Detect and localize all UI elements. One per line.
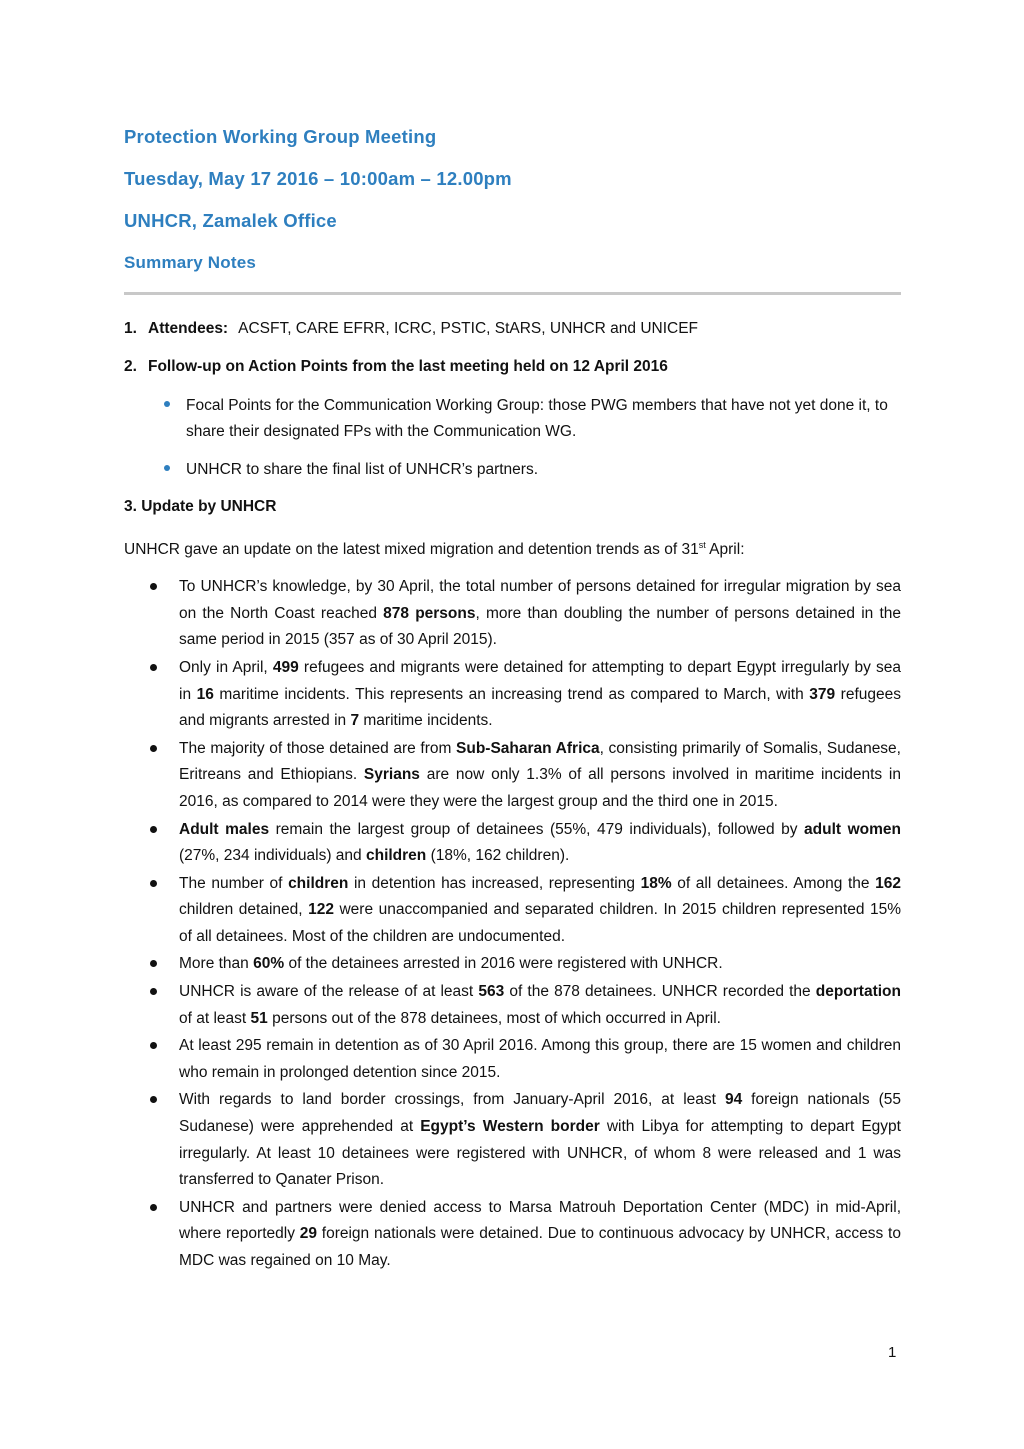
attendees-item bbox=[124, 317, 901, 341]
attendees-label: Attendees: bbox=[148, 320, 229, 337]
bullet-text: To UNHCR’s knowledge, by 30 April, the total number of persons detained for irregular migration by sea on the North Coast reached bbox=[179, 578, 901, 622]
bullet-bold-text: 16 bbox=[196, 685, 214, 703]
update-bullet bbox=[148, 574, 901, 654]
bullet-text: foreign nationals (55 Sudanese) were apprehended at bbox=[179, 1091, 901, 1136]
bullet-bold-text: Syrians bbox=[363, 766, 420, 784]
bullet-icon bbox=[164, 465, 170, 471]
bullet-icon bbox=[150, 826, 157, 833]
bullet-text: of the 878 detainees. UNHCR recorded the bbox=[504, 983, 816, 1001]
update-bullet bbox=[148, 979, 901, 1032]
bullet-icon bbox=[150, 960, 157, 967]
bullet-text: remain the largest group of detainees (55%, 479 individuals), followed by bbox=[269, 820, 805, 838]
update-bullet bbox=[148, 1195, 901, 1275]
item-number: 2. bbox=[124, 358, 137, 375]
bullet-bold-text: 379 bbox=[809, 685, 836, 703]
horizontal-rule bbox=[124, 292, 901, 295]
bullet-text: , more than doubling the number of persons detained in the same period in 2015 (357 as of 30 April 2015). bbox=[179, 604, 902, 649]
bullet-bold-text: Adult males bbox=[179, 820, 270, 838]
bullet-text: UNHCR and partners were denied access to Marsa Matrouh Deportation Center (MDC) in mid-April, where reportedly bbox=[179, 1198, 901, 1243]
followup-point bbox=[162, 393, 901, 445]
bullet-text: children detained, bbox=[179, 901, 309, 919]
update-bullet bbox=[148, 655, 901, 735]
meeting-title: Protection Working Group Meeting bbox=[124, 126, 437, 147]
bullet-bold-text: 60% bbox=[253, 955, 285, 973]
page-number: 1 bbox=[888, 1344, 897, 1361]
update-bullet bbox=[148, 736, 901, 816]
update-bullet bbox=[148, 871, 901, 951]
intro-text-end: April: bbox=[705, 541, 745, 559]
bullet-text: (27%, 234 individuals) and bbox=[179, 847, 366, 865]
followup-point bbox=[162, 457, 901, 483]
update-bullet-list bbox=[148, 574, 901, 1274]
bullet-bold-text: 18% bbox=[640, 874, 672, 892]
bullet-bold-text: 563 bbox=[478, 983, 505, 1001]
followup-point-text: UNHCR to share the final list of UNHCR’s partners. bbox=[186, 461, 539, 478]
attendees-list: ACSFT, CARE EFRR, ICRC, PSTIC, StARS, UNHCR and UNICEF bbox=[238, 320, 699, 337]
bullet-text: Only in April, bbox=[179, 658, 273, 676]
intro-text: UNHCR gave an update on the latest mixed migration and detention trends as of 31 bbox=[124, 541, 699, 559]
bullet-bold-text: Egypt’s Western border bbox=[420, 1118, 600, 1136]
bullet-bold-text: 94 bbox=[724, 1091, 743, 1109]
update-intro bbox=[124, 533, 901, 562]
bullet-text: , consisting primarily of Somalis, Sudanese, Eritreans and Ethiopians. bbox=[179, 739, 901, 784]
bullet-bold-text: adult women bbox=[804, 820, 901, 838]
document-content bbox=[124, 122, 901, 1276]
bullet-icon bbox=[150, 664, 157, 671]
update-bullet bbox=[148, 1087, 901, 1193]
bullet-bold-text: children bbox=[288, 874, 349, 892]
bullet-bold-text: Sub-Saharan Africa bbox=[456, 739, 600, 757]
bullet-icon bbox=[150, 1096, 157, 1103]
bullet-text: More than bbox=[179, 955, 254, 973]
meeting-location: UNHCR, Zamalek Office bbox=[124, 210, 337, 231]
bullet-text: are now only 1.3% of all persons involved in maritime incidents in 2016, as compared to 2014 were they were the largest group and the third one in 2015. bbox=[179, 766, 901, 810]
bullet-bold-text: 51 bbox=[250, 1009, 268, 1027]
update-bullet bbox=[148, 1033, 901, 1086]
bullet-text: The majority of those detained are from bbox=[179, 739, 457, 757]
bullet-bold-text: 162 bbox=[875, 874, 902, 892]
followup-points-list bbox=[162, 393, 901, 483]
summary-notes-heading: Summary Notes bbox=[124, 253, 257, 272]
bullet-text: UNHCR is aware of the release of at least bbox=[179, 983, 479, 1001]
bullet-icon bbox=[164, 401, 170, 407]
bullet-text: with Libya for attempting to depart Egypt irregularly. At least 10 detainees were registered with UNHCR, of whom 8 were released and 1 was transferred to Qanater Prison. bbox=[179, 1118, 901, 1189]
update-bullet bbox=[148, 951, 901, 978]
bullet-bold-text: children bbox=[365, 847, 427, 865]
bullet-text: foreign nationals were detained. Due to continuous advocacy by UNHCR, access to MDC was regained on 10 May. bbox=[179, 1225, 901, 1269]
bullet-text: of at least bbox=[179, 1009, 251, 1027]
bullet-text: were unaccompanied and separated children. In 2015 children represented 15% of all detainees. Most of the children are undocumented. bbox=[179, 901, 901, 945]
intro-superscript: st bbox=[698, 540, 706, 550]
meeting-date: Tuesday, May 17 2016 – 10:00am – 12.00pm bbox=[124, 168, 512, 189]
bullet-text: persons out of the 878 detainees, most of which occurred in April. bbox=[267, 1009, 721, 1027]
bullet-icon bbox=[150, 745, 157, 752]
bullet-text: maritime incidents. This represents an increasing trend as compared to March, with bbox=[213, 685, 810, 703]
bullet-text: refugees and migrants arrested in bbox=[179, 685, 901, 730]
bullet-icon bbox=[150, 1042, 157, 1049]
bullet-text: refugees and migrants were detained for attempting to depart Egypt irregularly by sea in bbox=[179, 658, 901, 703]
bullet-text: The number of bbox=[179, 874, 289, 892]
bullet-bold-text: deportation bbox=[815, 983, 901, 1001]
bullet-icon bbox=[150, 1204, 157, 1211]
bullet-text: of all detainees. Among the bbox=[671, 874, 876, 892]
bullet-icon bbox=[150, 583, 157, 590]
followup-item bbox=[124, 355, 901, 379]
bullet-bold-text: 7 bbox=[350, 712, 360, 730]
section-update-title: 3. Update by UNHCR bbox=[124, 498, 277, 515]
item-number: 1. bbox=[124, 320, 137, 337]
bullet-text: With regards to land border crossings, from January-April 2016, at least bbox=[179, 1091, 725, 1109]
bullet-bold-text: 122 bbox=[308, 901, 334, 919]
followup-label: Follow-up on Action Points from the last meeting held on 12 April 2016 bbox=[148, 358, 668, 375]
bullet-text: At least 295 remain in detention as of 30 April 2016. Among this group, there are 15 women and children who remain in prolonged detention since 2015. bbox=[179, 1037, 901, 1081]
bullet-text: maritime incidents. bbox=[359, 712, 493, 730]
followup-point-text: Focal Points for the Communication Working Group: those PWG members that have not yet done it, to share their designated FPs with the Communication WG. bbox=[186, 397, 888, 440]
bullet-text: (18%, 162 children). bbox=[426, 847, 570, 865]
bullet-bold-text: 499 bbox=[272, 658, 299, 676]
update-bullet bbox=[148, 817, 901, 870]
bullet-bold-text: 29 bbox=[299, 1225, 317, 1243]
bullet-text: in detention has increased, representing bbox=[348, 874, 641, 892]
bullet-bold-text: 878 persons bbox=[383, 604, 476, 622]
bullet-icon bbox=[150, 880, 157, 887]
bullet-text: of the detainees arrested in 2016 were registered with UNHCR. bbox=[284, 955, 723, 973]
bullet-icon bbox=[150, 988, 157, 995]
